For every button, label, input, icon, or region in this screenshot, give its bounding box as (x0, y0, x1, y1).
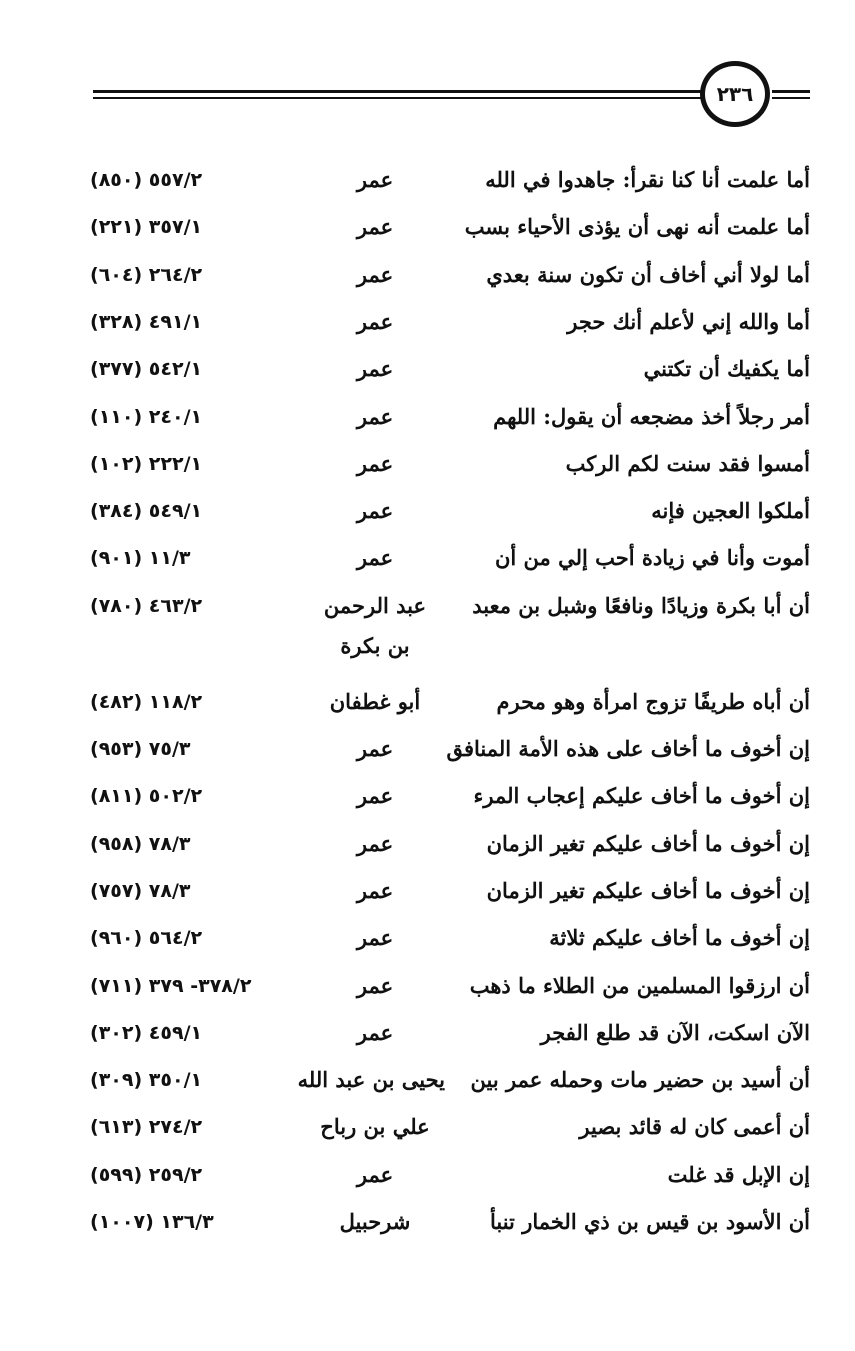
index-row (0, 1060, 855, 1108)
hadith-text: أما يكفيك أن تكتني (643, 356, 810, 382)
narrator: عمر (356, 450, 394, 476)
hadith-text: إن أخوف ما أخاف عليكم تغير الزمان (486, 830, 810, 856)
index-row (0, 444, 855, 492)
hadith-text: أن أباه طريفًا تزوج امرأة وهو محرم (496, 688, 810, 714)
reference: ٤٦٣/٢ (٧٨٠) (90, 594, 203, 617)
hadith-text: أما علمت أنه نهى أن يؤذى الأحياء بسب (464, 214, 810, 240)
reference: ٧٨/٣ (٧٥٧) (90, 879, 191, 902)
index-row (0, 918, 855, 966)
index-row (0, 1202, 855, 1250)
narrator: عمر (356, 783, 394, 809)
narrator: عمر (356, 736, 394, 761)
reference: ٤٥٩/١ (٣٠٢) (90, 1021, 203, 1044)
reference: ٣٧٨/٢- ٣٧٩ (٧١١) (90, 974, 252, 997)
hadith-text: إن أخوف ما أخاف عليكم إعجاب المرء (473, 783, 810, 809)
narrator: علي بن رباح (320, 1114, 430, 1140)
hadith-text: الآن اسكت، الآن قد طلع الفجر (540, 1019, 810, 1045)
reference: ٢٥٩/٢ (٥٩٩) (90, 1163, 203, 1186)
narrator: عمر (356, 356, 394, 382)
reference: ٢٦٤/٢ (٦٠٤) (90, 263, 203, 286)
hadith-text: أملكوا العجين فإنه (651, 498, 810, 524)
narrator: يحيى بن عبد الله (297, 1067, 445, 1093)
hadith-text: إن أخوف ما أخاف على هذه الأمة المنافق (446, 736, 810, 761)
reference: ٢٤٠/١ (١١٠) (90, 405, 203, 428)
narrator: عمر (356, 877, 394, 903)
index-row (0, 871, 855, 919)
index-row (0, 491, 855, 539)
reference: ٣٥٧/١ (٢٢١) (90, 216, 203, 239)
hadith-text: أمسوا فقد سنت لكم الركب (565, 450, 810, 476)
hadith-text: أمر رجلاً أخذ مضجعه أن يقول: اللهم (493, 403, 810, 429)
page-header (0, 58, 855, 138)
header-rule-right-top (772, 90, 810, 93)
narrator: عمر (356, 1019, 394, 1045)
reference: ٥٤٢/١ (٣٧٧) (90, 358, 203, 381)
hadith-text: أن أسيد بن حضير مات وحمله عمر بين (470, 1067, 810, 1093)
hadith-text: أما لولا أني أخاف أن تكون سنة بعدي (486, 261, 810, 287)
reference: ٥٠٢/٢ (٨١١) (90, 785, 203, 808)
index-row (0, 586, 855, 658)
index-row (0, 824, 855, 872)
hadith-text: إن الإبل قد غلت (667, 1161, 810, 1187)
narrator: عمر (356, 498, 394, 524)
hadith-text: أن أعمى كان له قائد بصير (579, 1114, 810, 1140)
reference: ٤٩١/١ (٣٢٨) (90, 310, 203, 333)
index-row (0, 255, 855, 303)
header-rule-bottom (93, 97, 703, 99)
header-rule-right-bottom (772, 97, 810, 99)
narrator: أبو غطفان (329, 688, 421, 714)
narrator: عمر (356, 308, 394, 334)
reference: ٥٦٤/٢ (٩٦٠) (90, 927, 203, 950)
hadith-text: إن أخوف ما أخاف عليكم ثلاثة (549, 925, 810, 951)
narrator: عمر (356, 545, 394, 571)
narrator: عمر (356, 403, 394, 429)
index-row (0, 397, 855, 445)
index-row (0, 729, 855, 777)
reference: ٢٧٤/٢ (٦١٣) (90, 1116, 203, 1139)
index-row (0, 349, 855, 397)
narrator: عمر (356, 167, 394, 192)
index-row (0, 682, 855, 730)
index-row (0, 776, 855, 824)
page-number: ٢٣٦ (700, 61, 770, 127)
narrator: عمر (356, 1161, 394, 1187)
index-row (0, 966, 855, 1014)
reference: ١١/٣ (٩٠١) (90, 547, 191, 570)
narrator: عبد الرحمن (323, 592, 427, 618)
narrator: عمر (356, 830, 394, 856)
narrator: عمر (356, 925, 394, 951)
reference: ٢٢٢/١ (١٠٢) (90, 452, 203, 475)
hadith-text: أن الأسود بن قيس بن ذي الخمار تنبأ (489, 1209, 810, 1234)
hadith-text: أن ارزقوا المسلمين من الطلاء ما ذهب (469, 972, 810, 998)
reference: ٧٨/٣ (٩٥٨) (90, 832, 191, 855)
index-row (0, 207, 855, 255)
hadith-text: إن أخوف ما أخاف عليكم تغير الزمان (486, 877, 810, 903)
index-row (0, 160, 855, 208)
hadith-text: أموت وأنا في زيادة أحب إلي من أن (494, 545, 810, 571)
index-row (0, 1107, 855, 1155)
hadith-text: أما علمت أنا كنا نقرأ: جاهدوا في الله (485, 167, 810, 192)
reference: ٣٥٠/١ (٣٠٩) (90, 1069, 203, 1092)
reference: ١١٨/٢ (٤٨٢) (90, 690, 203, 713)
reference: ٥٤٩/١ (٣٨٤) (90, 500, 203, 523)
index-row (0, 538, 855, 586)
index-row (0, 1013, 855, 1061)
index-row (0, 1155, 855, 1203)
reference: ١٣٦/٣ (١٠٠٧) (90, 1211, 214, 1233)
reference: ٥٥٧/٢ (٨٥٠) (90, 169, 203, 191)
narrator-continued: بن بكرة (340, 632, 410, 658)
narrator: عمر (356, 261, 394, 287)
narrator: عمر (356, 214, 394, 240)
header-rule-top (93, 90, 703, 93)
reference: ٧٥/٣ (٩٥٣) (90, 738, 191, 760)
hadith-text: أما والله إني لأعلم أنك حجر (567, 308, 810, 334)
hadith-text: أن أبا بكرة وزيادًا ونافعًا وشبل بن معبد (472, 592, 810, 618)
narrator: شرحبيل (339, 1209, 411, 1234)
index-row (0, 302, 855, 350)
narrator: عمر (356, 972, 394, 998)
